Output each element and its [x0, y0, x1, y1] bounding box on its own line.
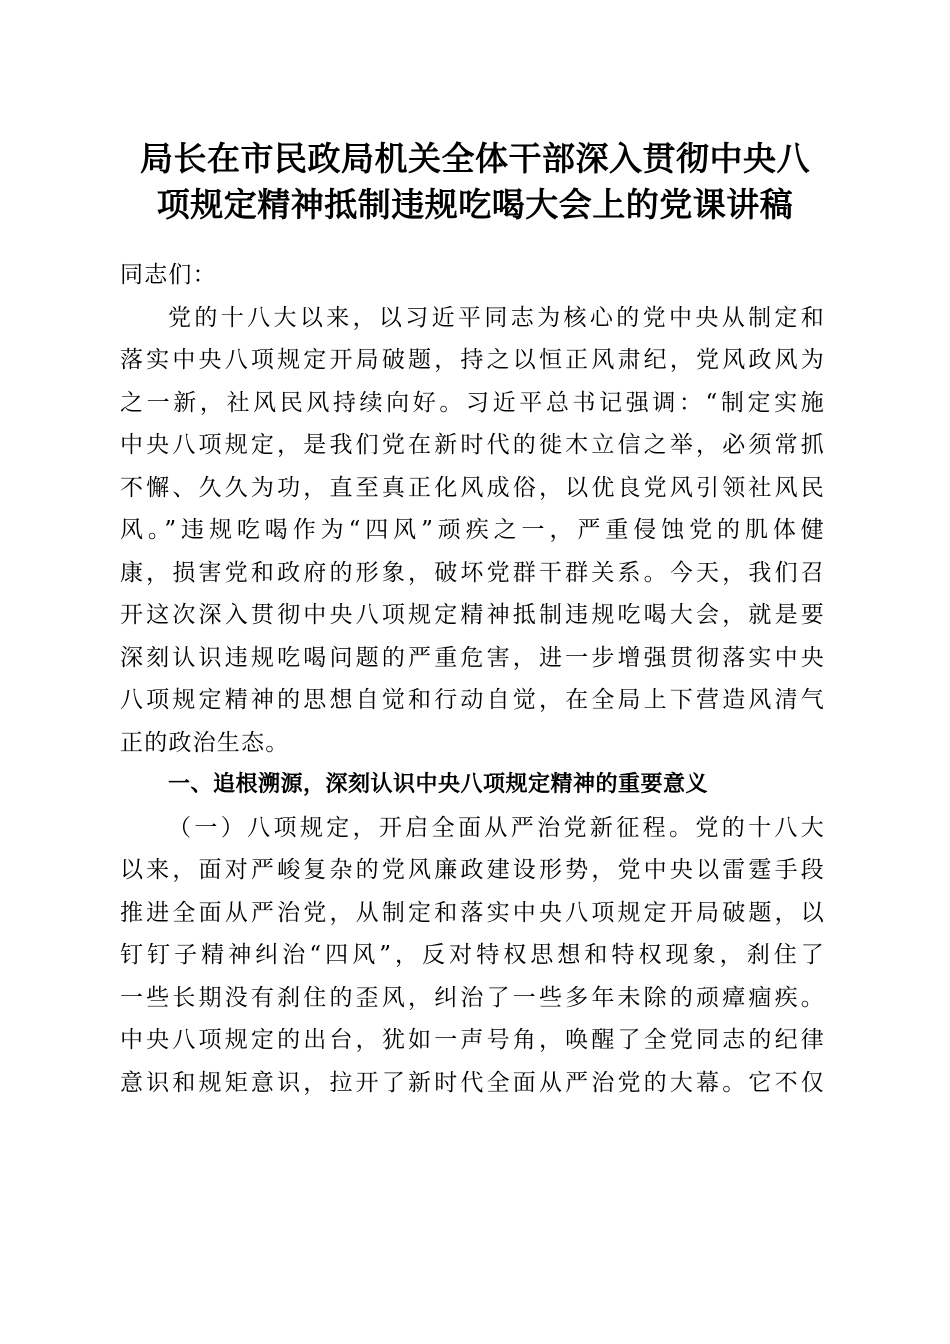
paragraph-line: 不懈、久久为功，直至真正化风成俗，以优良党风引领社风民: [120, 474, 825, 501]
paragraph-line: 康，损害党和政府的形象，破坏党群干群关系。今天，我们召: [120, 559, 825, 586]
paragraph-line: 正的政治生态。: [120, 729, 290, 756]
paragraph-line: 深刻认识违规吃喝问题的严重危害，进一步增强贯彻落实中央: [120, 644, 825, 671]
paragraph-line: 党的十八大以来，以习近平同志为核心的党中央从制定和: [168, 304, 825, 331]
paragraph-line: 一些长期没有刹住的歪风，纠治了一些多年未除的顽瘴痼疾。: [120, 984, 825, 1011]
paragraph-line: （一）八项规定，开启全面从严治党新征程。党的十八大: [168, 814, 825, 841]
paragraph-line: 中央八项规定，是我们党在新时代的徙木立信之举，必须常抓: [120, 432, 825, 458]
paragraph-line: 意识和规矩意识，拉开了新时代全面从严治党的大幕。它不仅: [120, 1069, 825, 1096]
title-line: 局长在市民政局机关全体干部深入贯彻中央八: [140, 139, 810, 178]
salutation: 同志们：: [120, 262, 217, 288]
paragraph-line: 之一新，社风民风持续向好。习近平总书记强调：“制定实施: [120, 389, 825, 416]
section-heading: 一、追根溯源，深刻认识中央八项规定精神的重要意义: [168, 772, 709, 797]
paragraph-line: 落实中央八项规定开局破题，持之以恒正风肃纪，党风政风为: [120, 347, 825, 373]
paragraph-line: 推进全面从严治党，从制定和落实中央八项规定开局破题，以: [120, 899, 825, 926]
paragraph-line: 钉钉子精神纠治“四风”，反对特权思想和特权现象，刹住了: [120, 942, 825, 968]
document-body: [120, 254, 825, 1104]
paragraph-line: 八项规定精神的思想自觉和行动自觉，在全局上下营造风清气: [120, 687, 825, 713]
document-title: [100, 136, 850, 228]
paragraph-line: 中央八项规定的出台，犹如一声号角，唤醒了全党同志的纪律: [120, 1027, 825, 1053]
title-line: 项规定精神抵制违规吃喝大会上的党课讲稿: [156, 185, 794, 224]
paragraph-line: 风。”违规吃喝作为“四风”顽疾之一，严重侵蚀党的肌体健: [120, 517, 825, 543]
paragraph-line: 以来，面对严峻复杂的党风廉政建设形势，党中央以雷霆手段: [120, 857, 825, 883]
paragraph-line: 开这次深入贯彻中央八项规定精神抵制违规吃喝大会，就是要: [120, 602, 825, 628]
